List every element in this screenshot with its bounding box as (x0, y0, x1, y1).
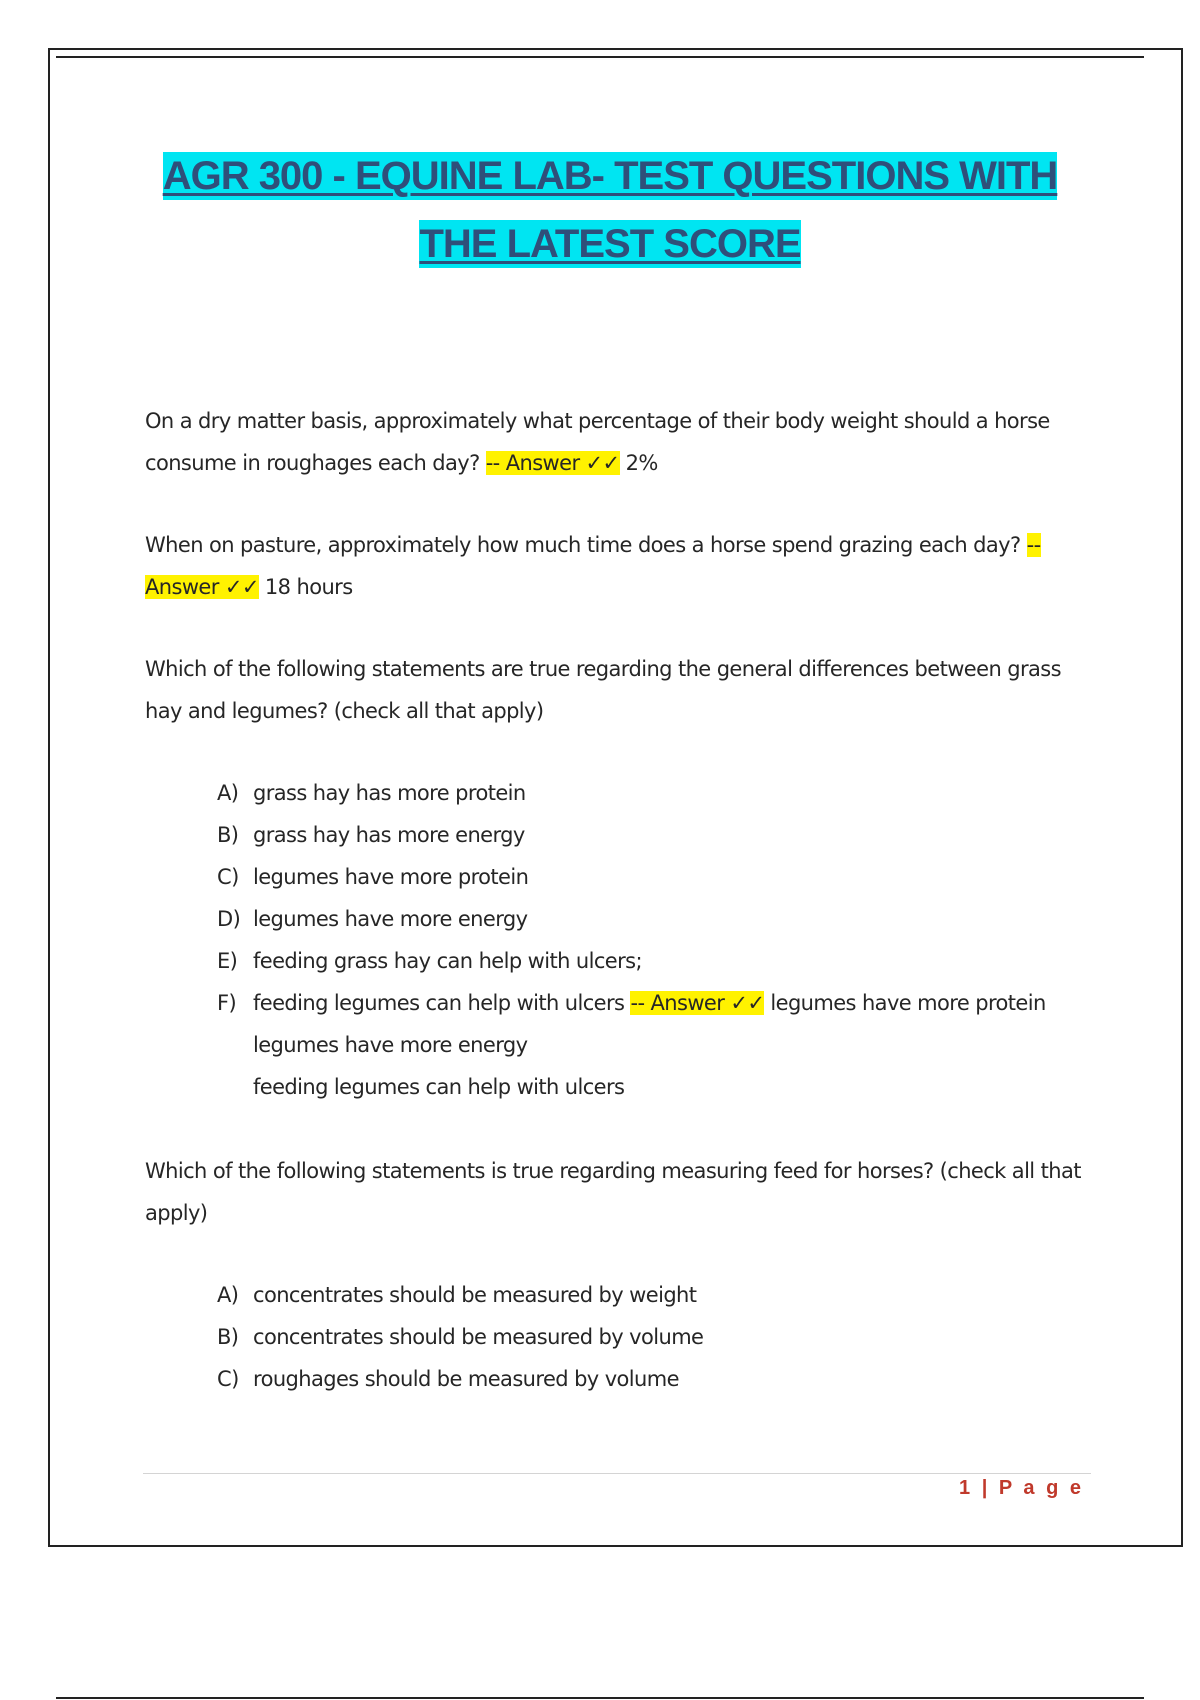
option-letter: D) (217, 907, 241, 931)
question-3-answer-line-3: feeding legumes can help with ulcers (253, 1075, 625, 1099)
question-3-answer-line-2: legumes have more energy (253, 1033, 528, 1057)
question-2-text: When on pasture, approximately how much time does a horse spend grazing each day? (145, 533, 1021, 557)
option-text: legumes have more energy (253, 907, 528, 931)
question-1-answer-label: -- Answer ✓✓ (485, 451, 620, 475)
question-3-text: Which of the following statements are true regarding the general differences between grass hay and legumes? (check all that apply) (145, 657, 1061, 723)
option-letter: A) (217, 781, 239, 805)
question-4 (145, 1150, 1090, 1234)
option-letter: B) (217, 823, 239, 847)
question-3 (145, 648, 1090, 732)
option-item (217, 814, 1090, 856)
question-4-text: Which of the following statements is true regarding measuring feed for horses? (check all that apply) (145, 1159, 1081, 1225)
option-text: feeding grass hay can help with ulcers; (253, 949, 642, 973)
option-item (217, 1316, 1090, 1358)
title-block (140, 142, 1080, 278)
footer-rule (143, 1473, 1091, 1474)
option-text: roughages should be measured by volume (253, 1367, 679, 1391)
option-text: concentrates should be measured by volume (253, 1325, 704, 1349)
option-letter: F) (217, 991, 237, 1015)
option-letter: B) (217, 1325, 239, 1349)
option-item (217, 1358, 1090, 1400)
question-1-answer: 2% (625, 451, 658, 475)
option-item (217, 772, 1090, 814)
option-letter: C) (217, 865, 239, 889)
bottom-rule (56, 1697, 1144, 1699)
option-text: feeding legumes can help with ulcers (253, 991, 625, 1015)
page-title: AGR 300 - EQUINE LAB- TEST QUESTIONS WITH THE LATEST SCORE (162, 154, 1058, 266)
top-rule (56, 56, 1144, 58)
option-item (217, 940, 1090, 982)
option-item (217, 898, 1090, 940)
option-item (217, 1274, 1090, 1316)
question-2-answer-label: -- Answer ✓✓ (145, 533, 1041, 599)
option-text: grass hay has more energy (253, 823, 525, 847)
option-item (217, 982, 1090, 1108)
option-letter: A) (217, 1283, 239, 1307)
question-2-answer: 18 hours (264, 575, 353, 599)
question-1-text: On a dry matter basis, approximately what percentage of their body weight should a horse consume in roughages each day? (145, 409, 1050, 475)
option-text: concentrates should be measured by weight (253, 1283, 697, 1307)
document-body (145, 400, 1090, 1442)
option-text: grass hay has more protein (253, 781, 526, 805)
option-letter: E) (217, 949, 238, 973)
question-3-answer-line-1: legumes have more protein (770, 991, 1046, 1015)
option-item (217, 856, 1090, 898)
question-3-options (145, 772, 1090, 1108)
option-letter: C) (217, 1367, 239, 1391)
question-4-options (145, 1274, 1090, 1400)
option-text: legumes have more protein (253, 865, 529, 889)
question-1 (145, 400, 1090, 484)
question-2 (145, 524, 1090, 608)
page-number: 1 | P a g e (959, 1477, 1084, 1499)
question-3-answer-label: -- Answer ✓✓ (630, 991, 765, 1015)
